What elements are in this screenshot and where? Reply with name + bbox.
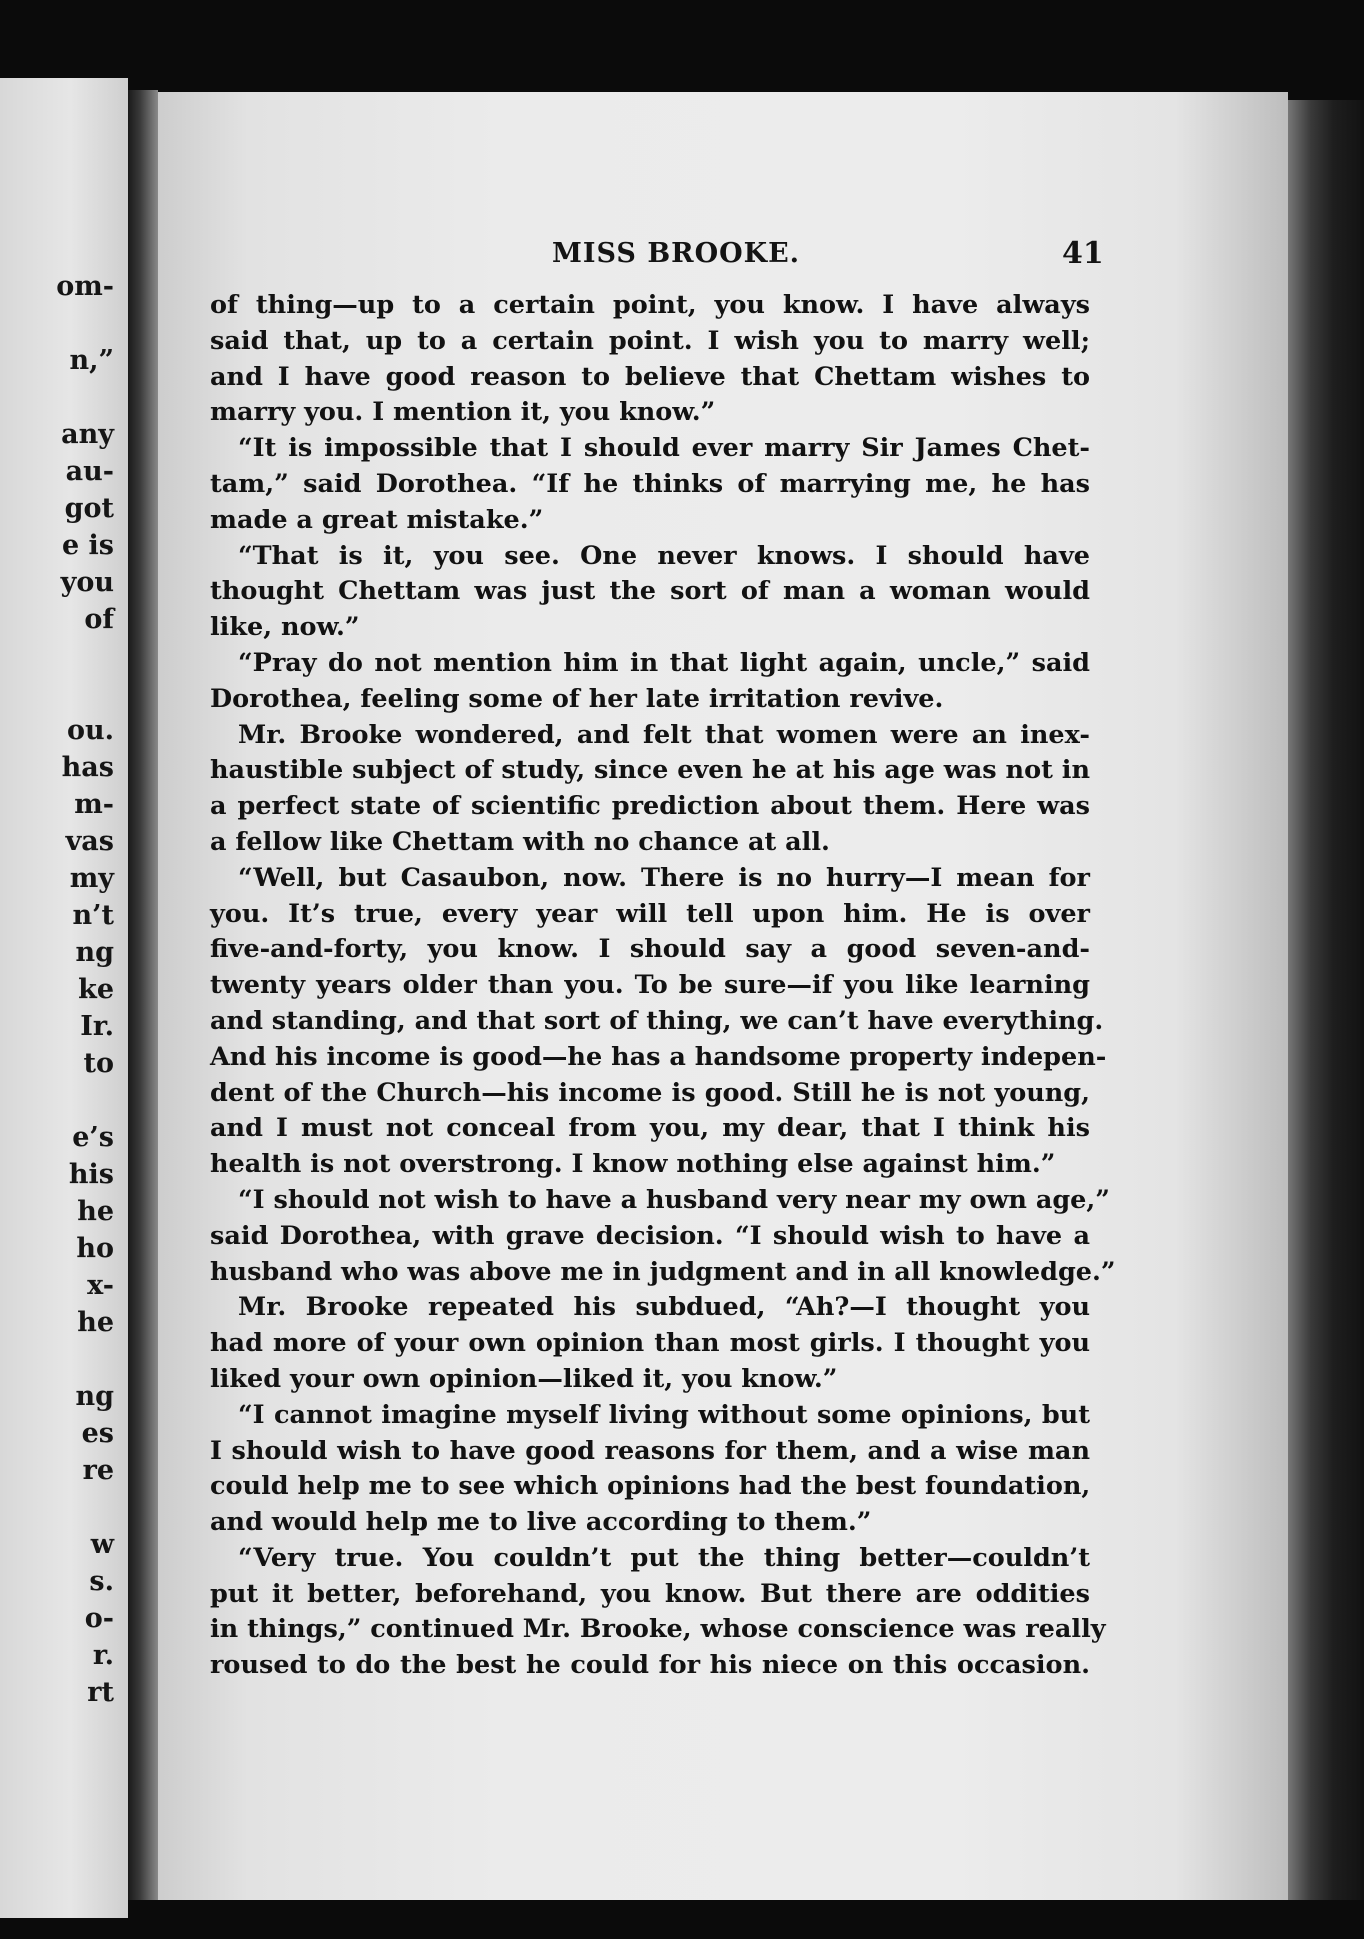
facing-page-line: x- [87, 1270, 114, 1301]
text-line: a perfect state of scientific prediction about them. Here was [210, 791, 1090, 822]
facing-page-line: e’s [72, 1122, 114, 1153]
text-line: could help me to see which opinions had the best foundation, [210, 1471, 1091, 1502]
text-line: haustible subject of study, since even he at his age was not in [210, 755, 1090, 786]
facing-page-line [56, 1082, 114, 1119]
text-line: Mr. Brooke repeated his subdued, “Ah?—I thought you [238, 1292, 1090, 1323]
facing-page-line: his [68, 1159, 114, 1190]
text-line: five-and-forty, you know. I should say a good seven-and- [210, 934, 1090, 965]
text-line: Mr. Brooke wondered, and felt that women were an inex- [238, 719, 1090, 750]
facing-page-line: ou. [66, 715, 114, 746]
facing-page-fragment [0, 78, 128, 1918]
text-line: twenty years older than you. To be sure—if you like learning [210, 970, 1090, 1001]
page-body-text [210, 288, 1116, 1684]
text-line: marry you. I mention it, you know.” [210, 397, 716, 428]
facing-page-line: of [84, 604, 114, 635]
book-gutter [128, 90, 158, 1900]
facing-page-text [56, 268, 114, 1711]
facing-page-line [56, 1489, 114, 1526]
text-line: Dorothea, feeling some of her late irritation revive. [210, 683, 944, 714]
text-line: had more of your own opinion than most girls. I thought you [210, 1328, 1090, 1359]
text-line: in things,” continued Mr. Brooke, whose conscience was really [210, 1614, 1106, 1645]
facing-page-line: n,” [69, 345, 114, 376]
text-line: said that, up to a certain point. I wish you to marry well; [210, 325, 1090, 356]
facing-page-line: ng [75, 937, 114, 968]
text-line: like, now.” [210, 612, 360, 643]
text-line: and would help me to live according to them.” [210, 1507, 872, 1538]
text-line: of thing—up to a certain point, you know. I have always [210, 290, 1090, 320]
facing-page-line: you [60, 567, 114, 598]
text-line: “I should not wish to have a husband very near my own age,” [238, 1184, 1110, 1215]
facing-page-line [56, 379, 114, 416]
facing-page-line: vas [65, 826, 114, 857]
facing-page-line: re [82, 1455, 114, 1486]
facing-page-line: to [83, 1048, 114, 1079]
facing-page-line: my [69, 863, 114, 894]
text-line: “Pray do not mention him in that light again, uncle,” said [238, 647, 1090, 678]
text-line: “That is it, you see. One never knows. I should have [238, 540, 1090, 571]
facing-page-line: ng [75, 1381, 114, 1412]
facing-page-line [56, 638, 114, 675]
running-head: MISS BROOKE. [552, 238, 801, 269]
text-line: health is not overstrong. I know nothing else against him.” [210, 1149, 1056, 1180]
text-line: and I have good reason to believe that Chettam wishes to [210, 361, 1090, 392]
text-line: a fellow like Chettam with no chance at all. [210, 826, 830, 857]
facing-page-line: got [64, 493, 114, 524]
facing-page-line: o- [84, 1603, 114, 1634]
facing-page-line [56, 305, 114, 342]
text-line: “Well, but Casaubon, now. There is no hurry—I mean for [238, 862, 1090, 893]
facing-page-line: he [77, 1307, 114, 1338]
text-line: “It is impossible that I should ever marry Sir James Chet- [238, 433, 1090, 464]
facing-page-line [56, 675, 114, 712]
facing-page-line: s. [89, 1566, 114, 1597]
facing-page-line: has [61, 752, 114, 783]
facing-page-line [56, 1341, 114, 1378]
facing-page-line: n’t [72, 900, 114, 931]
text-line: “Very true. You couldn’t put the thing better—couldn’t [238, 1542, 1090, 1573]
text-line: made a great mistake.” [210, 504, 544, 535]
facing-page-line: r. [92, 1640, 114, 1671]
text-line: and standing, and that sort of thing, we can’t have everything. [210, 1005, 1104, 1036]
facing-page-line: ke [78, 974, 114, 1005]
facing-page-line: m- [74, 789, 114, 820]
text-line: dent of the Church—his income is good. Still he is not young, [210, 1077, 1090, 1108]
text-line: said Dorothea, with grave decision. “I should wish to have a [210, 1220, 1090, 1251]
text-line: you. It’s true, every year will tell upon him. He is over [210, 898, 1090, 929]
text-line: liked your own opinion—liked it, you know.” [210, 1363, 838, 1394]
facing-page-line: any [61, 419, 114, 450]
facing-page-line: e is [61, 530, 114, 561]
page-edge-shadow [1288, 100, 1364, 1900]
text-line: tam,” said Dorothea. “If he thinks of marrying me, he has [210, 468, 1090, 499]
text-line: “I cannot imagine myself living without some opinions, but [238, 1399, 1090, 1430]
facing-page-line: om- [56, 271, 114, 302]
text-line: And his income is good—he has a handsome property indepen- [210, 1041, 1107, 1072]
facing-page-line: Ir. [80, 1011, 114, 1042]
facing-page-line: es [81, 1418, 114, 1449]
page-number: 41 [1062, 236, 1104, 271]
text-line: I should wish to have good reasons for them, and a wise man [210, 1435, 1090, 1466]
text-line: and I must not conceal from you, my dear, that I think his [210, 1113, 1090, 1144]
facing-page-line: au- [65, 456, 114, 487]
facing-page-line: he [77, 1196, 114, 1227]
text-line: thought Chettam was just the sort of man a woman would [210, 576, 1090, 607]
text-line: husband who was above me in judgment and in all knowledge.” [210, 1256, 1116, 1287]
text-line: roused to do the best he could for his niece on this occasion. [210, 1650, 1090, 1681]
text-line: put it better, beforehand, you know. But there are oddities [210, 1578, 1090, 1609]
facing-page-line: ho [76, 1233, 114, 1264]
facing-page-line: w [90, 1529, 114, 1560]
facing-page-line: rt [87, 1677, 114, 1708]
